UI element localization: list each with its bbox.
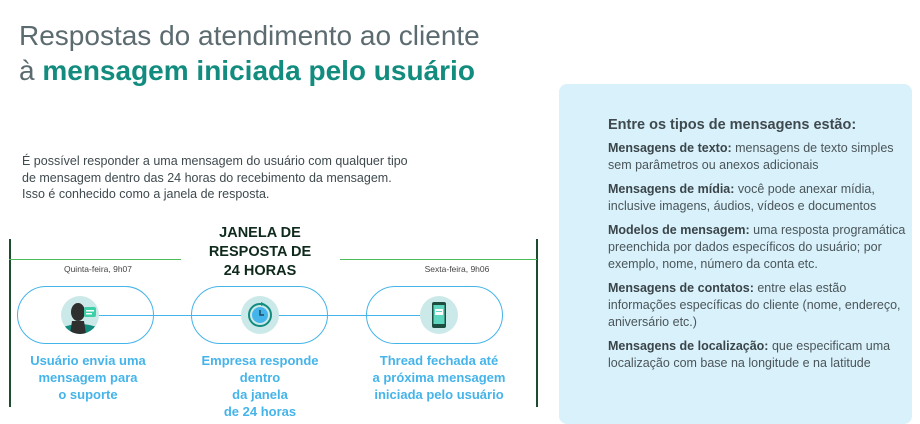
title-prefix: à: [19, 55, 35, 86]
end-timestamp: Sexta-feira, 9h06: [424, 264, 490, 274]
step-label-line: a próxima mensagem: [372, 370, 506, 385]
list-item: [608, 280, 908, 331]
step-label-line: Thread fechada até: [379, 353, 499, 368]
list-item: [608, 338, 908, 372]
list-item: [608, 181, 908, 215]
item-desc: você pode anexar mídia, inclusive imagens, áudios, vídeos e documentos: [608, 182, 877, 213]
list-item: [608, 140, 908, 174]
step-label-3: [359, 352, 519, 403]
item-term: Mensagens de contatos:: [608, 281, 754, 295]
user-message-icon: [61, 296, 99, 334]
panel-title: Entre os tipos de mensagens estão:: [608, 117, 857, 133]
step-label-1: [8, 352, 168, 403]
timeline-line-right: [340, 259, 537, 260]
step-label-line: Empresa responde dentro: [201, 353, 319, 385]
intro-line: É possível responder a uma mensagem do usuário com qualquer tipo: [22, 154, 408, 168]
item-term: Mensagens de texto:: [608, 141, 732, 155]
item-desc: que especificam uma localização com base na longitude e na latitude: [608, 339, 891, 370]
clock-refresh-icon: [241, 296, 279, 334]
window-title-line: 24 HORAS: [223, 263, 297, 279]
step-label-line: da janela: [232, 387, 288, 402]
item-desc: entre elas estão informações específicas do cliente (nome, endereço, aniversário etc.): [608, 281, 901, 329]
item-desc: uma resposta programática preenchida por dados específicos do usuário; por exemplo, nome, número da conta etc.: [608, 223, 906, 271]
intro-line: de mensagem dentro das 24 horas do recebimento da mensagem.: [22, 170, 392, 185]
page-title: Respostas do atendimento ao cliente: [19, 20, 480, 51]
item-term: Mensagens de mídia:: [608, 182, 735, 196]
window-title-line: RESPOSTA DE: [208, 244, 312, 260]
intro-text: [22, 153, 442, 203]
item-term: Modelos de mensagem:: [608, 223, 750, 237]
timeline-line-left: [9, 259, 181, 260]
window-title-line: JANELA DE: [219, 225, 301, 241]
phone-chat-icon: [420, 296, 458, 334]
timeline-end-bar: [536, 239, 538, 407]
step-label-line: de 24 horas: [223, 404, 297, 419]
step-label-2: [180, 352, 340, 420]
item-term: Mensagens de localização:: [608, 339, 769, 353]
title-highlight: mensagem iniciada pelo usuário: [42, 55, 475, 86]
step-label-line: mensagem para: [38, 370, 138, 385]
step-label-line: iniciada pelo usuário: [374, 387, 504, 402]
intro-line: Isso é conhecido como a janela de resposta.: [22, 187, 270, 201]
start-timestamp: Quinta-feira, 9h07: [63, 264, 133, 274]
item-desc: mensagens de texto simples sem parâmetros ou anexos adicionais: [608, 141, 894, 172]
step-label-line: o suporte: [58, 387, 118, 402]
page-subtitle: [19, 55, 475, 87]
step-label-line: Usuário envia uma: [30, 353, 146, 368]
message-types-list: [608, 140, 908, 379]
window-title: [195, 224, 325, 281]
list-item: [608, 222, 908, 273]
